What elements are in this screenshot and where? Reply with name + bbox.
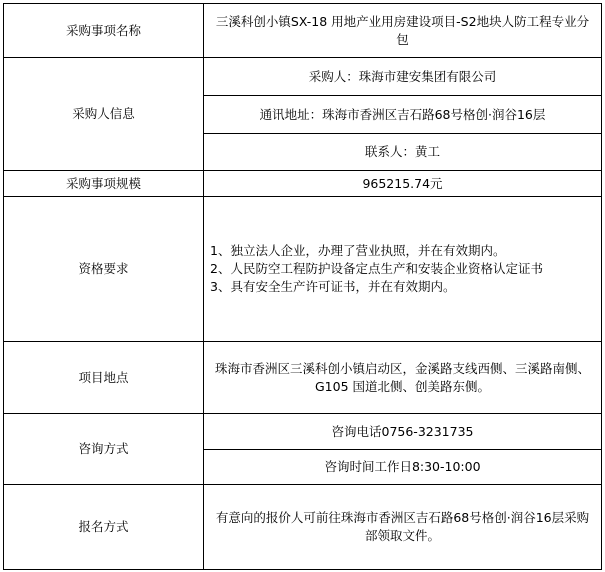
consult-phone: 咨询电话0756-3231735 xyxy=(204,414,602,450)
consult-label: 咨询方式 xyxy=(4,414,204,485)
qualification-label: 资格要求 xyxy=(4,197,204,342)
procurement-table xyxy=(3,3,602,570)
purchaser-name: 采购人：珠海市建安集团有限公司 xyxy=(204,58,602,96)
qualification-item: 1、独立法人企业，办理了营业执照，并在有效期内。 xyxy=(210,243,506,258)
purchaser-label: 采购人信息 xyxy=(4,58,204,171)
qualification-list xyxy=(204,197,602,342)
location-line2: G105 国道北侧、创美路东侧。 xyxy=(314,378,491,394)
item-name-value: 三溪科创小镇SX-18 用地产业用房建设项目-S2地块人防工程专业分包 xyxy=(204,4,602,58)
qualification-item: 2、人民防空工程防护设备定点生产和安装企业资格认定证书 xyxy=(210,261,543,276)
location-line1: 珠海市香洲区三溪科创小镇启动区，金溪路支线西侧、三溪路南侧、 xyxy=(214,360,590,376)
signup-value: 有意向的报价人可前往珠海市香洲区吉石路68号格创·润谷16层采购部领取文件。 xyxy=(204,485,602,570)
qualification-item: 3、具有安全生产许可证书，并在有效期内。 xyxy=(210,279,456,294)
purchaser-address: 通讯地址：珠海市香洲区吉石路68号格创·润谷16层 xyxy=(204,96,602,134)
row-location xyxy=(4,342,602,414)
item-name-label: 采购事项名称 xyxy=(4,4,204,58)
signup-label: 报名方式 xyxy=(4,485,204,570)
location-label: 项目地点 xyxy=(4,342,204,414)
row-signup xyxy=(4,485,602,570)
row-purchaser-name xyxy=(4,58,602,96)
row-item-name xyxy=(4,4,602,58)
scale-label: 采购事项规模 xyxy=(4,171,204,197)
purchaser-contact: 联系人：黄工 xyxy=(204,134,602,171)
row-qualification xyxy=(4,197,602,342)
scale-value: 965215.74元 xyxy=(204,171,602,197)
row-consult-phone xyxy=(4,414,602,450)
location-value xyxy=(204,342,602,414)
row-scale xyxy=(4,171,602,197)
consult-hours: 咨询时间工作日8:30-10:00 xyxy=(204,450,602,485)
